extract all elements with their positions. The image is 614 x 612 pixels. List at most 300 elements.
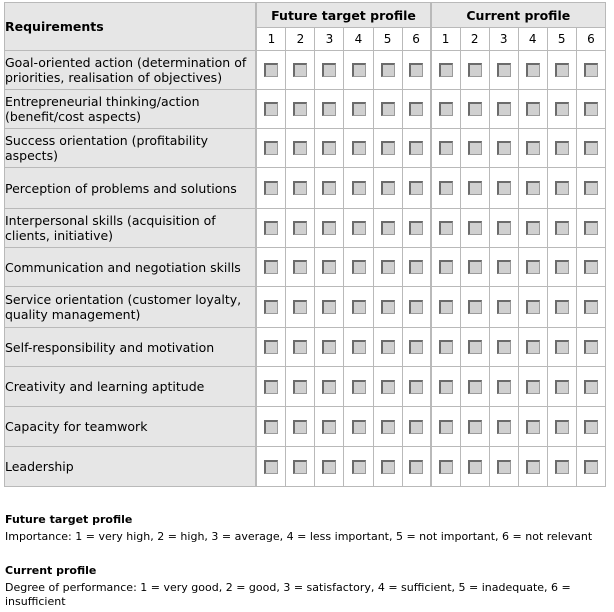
current-rating-cell bbox=[577, 168, 606, 209]
current-rating-cell bbox=[577, 287, 606, 328]
requirement-row bbox=[4, 129, 606, 168]
current-rating-checkbox[interactable] bbox=[584, 63, 598, 77]
future-rating-cell bbox=[374, 367, 403, 407]
current-rating-checkbox[interactable] bbox=[526, 420, 540, 434]
requirement-row bbox=[4, 168, 606, 209]
future-rating-checkbox[interactable] bbox=[381, 420, 395, 434]
future-rating-checkbox[interactable] bbox=[381, 340, 395, 354]
future-rating-cell bbox=[403, 51, 432, 90]
future-rating-checkbox[interactable] bbox=[264, 300, 278, 314]
future-rating-cell bbox=[403, 328, 432, 367]
current-rating-checkbox[interactable] bbox=[584, 102, 598, 116]
future-rating-checkbox[interactable] bbox=[322, 340, 336, 354]
current-rating-checkbox[interactable] bbox=[526, 181, 540, 195]
current-rating-checkbox[interactable] bbox=[584, 380, 598, 394]
current-rating-checkbox[interactable] bbox=[555, 340, 569, 354]
future-rating-checkbox[interactable] bbox=[293, 102, 307, 116]
current-rating-cell bbox=[548, 447, 577, 487]
future-rating-checkbox[interactable] bbox=[264, 380, 278, 394]
current-rating-number: 1 bbox=[432, 28, 461, 51]
current-rating-checkbox[interactable] bbox=[555, 460, 569, 474]
requirement-label: Entrepreneurial thinking/action (benefit/cost aspects) bbox=[4, 90, 257, 129]
future-rating-checkbox[interactable] bbox=[381, 221, 395, 235]
current-rating-checkbox[interactable] bbox=[468, 63, 482, 77]
current-rating-checkbox[interactable] bbox=[468, 340, 482, 354]
future-rating-checkbox[interactable] bbox=[293, 141, 307, 155]
requirement-row bbox=[4, 328, 606, 367]
future-rating-cell bbox=[403, 209, 432, 248]
future-rating-checkbox[interactable] bbox=[293, 420, 307, 434]
requirement-row bbox=[4, 367, 606, 407]
future-rating-cell bbox=[315, 407, 344, 447]
future-rating-cell bbox=[286, 407, 315, 447]
current-rating-cell bbox=[490, 129, 519, 168]
current-rating-cell bbox=[577, 51, 606, 90]
current-rating-cell bbox=[490, 51, 519, 90]
future-rating-checkbox[interactable] bbox=[409, 420, 423, 434]
future-legend-title: Future target profile bbox=[5, 513, 133, 526]
current-rating-cell bbox=[577, 367, 606, 407]
current-rating-checkbox[interactable] bbox=[555, 141, 569, 155]
future-rating-checkbox[interactable] bbox=[352, 420, 366, 434]
future-rating-cell bbox=[344, 90, 373, 129]
current-rating-checkbox[interactable] bbox=[497, 300, 511, 314]
future-rating-checkbox[interactable] bbox=[293, 300, 307, 314]
current-rating-cell bbox=[432, 129, 461, 168]
current-rating-cell bbox=[577, 129, 606, 168]
current-rating-cell bbox=[519, 248, 548, 287]
future-legend bbox=[5, 513, 610, 544]
requirements-header: Requirements bbox=[4, 2, 257, 51]
future-rating-checkbox[interactable] bbox=[322, 63, 336, 77]
requirement-label: Leadership bbox=[4, 447, 257, 487]
current-rating-checkbox[interactable] bbox=[526, 460, 540, 474]
current-rating-checkbox[interactable] bbox=[439, 420, 453, 434]
future-rating-checkbox[interactable] bbox=[264, 420, 278, 434]
future-rating-cell bbox=[374, 209, 403, 248]
requirements-table bbox=[4, 2, 606, 487]
future-rating-checkbox[interactable] bbox=[322, 380, 336, 394]
future-rating-checkbox[interactable] bbox=[352, 181, 366, 195]
current-rating-cell bbox=[548, 90, 577, 129]
current-rating-cell bbox=[577, 407, 606, 447]
future-rating-checkbox[interactable] bbox=[352, 260, 366, 274]
current-rating-checkbox[interactable] bbox=[555, 380, 569, 394]
current-rating-checkbox[interactable] bbox=[526, 300, 540, 314]
current-rating-checkbox[interactable] bbox=[584, 141, 598, 155]
future-rating-cell bbox=[315, 328, 344, 367]
future-rating-checkbox[interactable] bbox=[409, 141, 423, 155]
future-rating-checkbox[interactable] bbox=[352, 63, 366, 77]
current-rating-checkbox[interactable] bbox=[468, 221, 482, 235]
current-rating-cell bbox=[461, 209, 490, 248]
current-rating-checkbox[interactable] bbox=[526, 63, 540, 77]
future-rating-cell bbox=[286, 328, 315, 367]
future-rating-checkbox[interactable] bbox=[381, 460, 395, 474]
current-rating-cell bbox=[519, 328, 548, 367]
future-rating-cell bbox=[286, 129, 315, 168]
current-rating-cell bbox=[519, 407, 548, 447]
future-rating-checkbox[interactable] bbox=[409, 300, 423, 314]
future-rating-checkbox[interactable] bbox=[381, 102, 395, 116]
current-rating-checkbox[interactable] bbox=[555, 420, 569, 434]
current-rating-checkbox[interactable] bbox=[439, 260, 453, 274]
future-rating-cell bbox=[286, 209, 315, 248]
current-rating-checkbox[interactable] bbox=[526, 380, 540, 394]
future-rating-cell bbox=[344, 328, 373, 367]
requirement-row bbox=[4, 407, 606, 447]
future-rating-cell bbox=[315, 168, 344, 209]
requirement-row bbox=[4, 248, 606, 287]
future-rating-checkbox[interactable] bbox=[352, 102, 366, 116]
future-rating-cell bbox=[315, 248, 344, 287]
future-rating-checkbox[interactable] bbox=[409, 460, 423, 474]
future-legend-text: Importance: 1 = very high, 2 = high, 3 = average, 4 = less important, 5 = not important, 6 = not relevant bbox=[5, 530, 593, 543]
current-rating-cell bbox=[461, 328, 490, 367]
current-rating-cell bbox=[577, 447, 606, 487]
future-rating-checkbox[interactable] bbox=[322, 460, 336, 474]
current-rating-checkbox[interactable] bbox=[555, 260, 569, 274]
future-rating-cell bbox=[286, 51, 315, 90]
future-rating-cell bbox=[403, 248, 432, 287]
current-rating-cell bbox=[548, 168, 577, 209]
future-rating-number: 2 bbox=[286, 28, 315, 51]
current-rating-cell bbox=[577, 209, 606, 248]
future-rating-checkbox[interactable] bbox=[352, 340, 366, 354]
future-rating-cell bbox=[403, 287, 432, 328]
future-rating-number: 3 bbox=[315, 28, 344, 51]
future-rating-checkbox[interactable] bbox=[293, 221, 307, 235]
current-rating-cell bbox=[577, 328, 606, 367]
future-rating-checkbox[interactable] bbox=[293, 63, 307, 77]
future-rating-cell bbox=[286, 447, 315, 487]
current-rating-cell bbox=[461, 367, 490, 407]
future-rating-checkbox[interactable] bbox=[264, 340, 278, 354]
future-rating-cell bbox=[374, 51, 403, 90]
future-rating-cell bbox=[374, 90, 403, 129]
current-rating-number: 6 bbox=[577, 28, 606, 51]
future-rating-cell bbox=[344, 407, 373, 447]
future-rating-checkbox[interactable] bbox=[409, 380, 423, 394]
future-rating-cell bbox=[257, 287, 286, 328]
future-rating-checkbox[interactable] bbox=[293, 181, 307, 195]
future-rating-cell bbox=[374, 328, 403, 367]
current-rating-cell bbox=[432, 168, 461, 209]
current-rating-cell bbox=[519, 51, 548, 90]
current-rating-cell bbox=[548, 367, 577, 407]
future-rating-number: 6 bbox=[403, 28, 432, 51]
current-rating-cell bbox=[461, 51, 490, 90]
current-rating-checkbox[interactable] bbox=[468, 260, 482, 274]
future-rating-checkbox[interactable] bbox=[322, 221, 336, 235]
current-rating-checkbox[interactable] bbox=[584, 340, 598, 354]
requirement-label: Perception of problems and solutions bbox=[4, 168, 257, 209]
future-rating-cell bbox=[344, 287, 373, 328]
future-rating-checkbox[interactable] bbox=[409, 340, 423, 354]
future-rating-checkbox[interactable] bbox=[381, 63, 395, 77]
future-rating-cell bbox=[374, 168, 403, 209]
requirement-label: Success orientation (profitability aspects) bbox=[4, 129, 257, 168]
future-rating-checkbox[interactable] bbox=[293, 380, 307, 394]
current-rating-checkbox[interactable] bbox=[526, 102, 540, 116]
current-rating-cell bbox=[432, 90, 461, 129]
future-rating-checkbox[interactable] bbox=[352, 141, 366, 155]
future-rating-cell bbox=[286, 168, 315, 209]
current-rating-cell bbox=[519, 367, 548, 407]
future-rating-cell bbox=[374, 447, 403, 487]
current-rating-checkbox[interactable] bbox=[497, 102, 511, 116]
future-rating-cell bbox=[374, 407, 403, 447]
future-rating-checkbox[interactable] bbox=[293, 340, 307, 354]
current-rating-checkbox[interactable] bbox=[497, 221, 511, 235]
current-rating-cell bbox=[461, 287, 490, 328]
current-rating-checkbox[interactable] bbox=[584, 420, 598, 434]
current-legend-title: Current profile bbox=[5, 564, 97, 577]
current-rating-cell bbox=[577, 248, 606, 287]
current-profile-header: Current profile bbox=[432, 2, 606, 28]
requirement-row bbox=[4, 51, 606, 90]
current-rating-checkbox[interactable] bbox=[584, 260, 598, 274]
current-rating-cell bbox=[432, 447, 461, 487]
future-rating-cell bbox=[286, 248, 315, 287]
current-rating-cell bbox=[461, 129, 490, 168]
current-rating-checkbox[interactable] bbox=[526, 221, 540, 235]
current-rating-number: 2 bbox=[461, 28, 490, 51]
current-rating-cell bbox=[432, 51, 461, 90]
future-rating-cell bbox=[374, 129, 403, 168]
future-rating-cell bbox=[286, 287, 315, 328]
current-rating-cell bbox=[490, 328, 519, 367]
future-rating-cell bbox=[315, 447, 344, 487]
future-rating-cell bbox=[344, 168, 373, 209]
future-rating-cell bbox=[374, 287, 403, 328]
current-rating-checkbox[interactable] bbox=[439, 460, 453, 474]
current-rating-cell bbox=[519, 447, 548, 487]
future-rating-checkbox[interactable] bbox=[264, 63, 278, 77]
current-rating-checkbox[interactable] bbox=[468, 300, 482, 314]
current-rating-checkbox[interactable] bbox=[497, 141, 511, 155]
future-rating-checkbox[interactable] bbox=[409, 63, 423, 77]
future-rating-checkbox[interactable] bbox=[322, 300, 336, 314]
future-rating-checkbox[interactable] bbox=[264, 460, 278, 474]
future-rating-checkbox[interactable] bbox=[409, 221, 423, 235]
current-rating-cell bbox=[432, 209, 461, 248]
current-rating-cell bbox=[577, 90, 606, 129]
current-rating-checkbox[interactable] bbox=[439, 102, 453, 116]
current-rating-cell bbox=[432, 328, 461, 367]
future-rating-checkbox[interactable] bbox=[381, 300, 395, 314]
future-rating-checkbox[interactable] bbox=[409, 260, 423, 274]
future-rating-cell bbox=[257, 248, 286, 287]
current-rating-checkbox[interactable] bbox=[439, 340, 453, 354]
requirement-label: Capacity for teamwork bbox=[4, 407, 257, 447]
future-rating-checkbox[interactable] bbox=[381, 181, 395, 195]
future-rating-cell bbox=[315, 51, 344, 90]
current-rating-checkbox[interactable] bbox=[468, 460, 482, 474]
future-rating-cell bbox=[315, 209, 344, 248]
current-rating-checkbox[interactable] bbox=[555, 181, 569, 195]
current-rating-cell bbox=[432, 287, 461, 328]
future-rating-cell bbox=[286, 90, 315, 129]
current-rating-cell bbox=[548, 129, 577, 168]
future-rating-checkbox[interactable] bbox=[409, 181, 423, 195]
future-rating-checkbox[interactable] bbox=[352, 460, 366, 474]
future-rating-cell bbox=[315, 367, 344, 407]
future-rating-cell bbox=[344, 209, 373, 248]
current-rating-checkbox[interactable] bbox=[439, 380, 453, 394]
requirement-label: Self-responsibility and motivation bbox=[4, 328, 257, 367]
future-rating-checkbox[interactable] bbox=[264, 221, 278, 235]
current-rating-checkbox[interactable] bbox=[468, 102, 482, 116]
future-rating-checkbox[interactable] bbox=[293, 460, 307, 474]
future-rating-cell bbox=[315, 287, 344, 328]
current-rating-cell bbox=[490, 287, 519, 328]
current-rating-checkbox[interactable] bbox=[526, 340, 540, 354]
future-rating-cell bbox=[257, 367, 286, 407]
current-rating-checkbox[interactable] bbox=[584, 181, 598, 195]
future-rating-cell bbox=[374, 248, 403, 287]
current-rating-checkbox[interactable] bbox=[439, 141, 453, 155]
future-rating-cell bbox=[403, 168, 432, 209]
current-rating-cell bbox=[519, 90, 548, 129]
future-rating-number: 5 bbox=[374, 28, 403, 51]
current-rating-number: 3 bbox=[490, 28, 519, 51]
future-rating-cell bbox=[315, 129, 344, 168]
future-rating-cell bbox=[344, 248, 373, 287]
current-rating-checkbox[interactable] bbox=[497, 420, 511, 434]
future-rating-checkbox[interactable] bbox=[264, 102, 278, 116]
current-rating-checkbox[interactable] bbox=[555, 300, 569, 314]
requirement-row bbox=[4, 447, 606, 487]
future-rating-checkbox[interactable] bbox=[264, 141, 278, 155]
requirement-row bbox=[4, 287, 606, 328]
future-rating-checkbox[interactable] bbox=[352, 221, 366, 235]
current-rating-cell bbox=[548, 328, 577, 367]
requirement-row bbox=[4, 90, 606, 129]
current-rating-checkbox[interactable] bbox=[497, 181, 511, 195]
current-rating-cell bbox=[432, 367, 461, 407]
current-rating-checkbox[interactable] bbox=[468, 420, 482, 434]
current-rating-checkbox[interactable] bbox=[468, 380, 482, 394]
future-rating-checkbox[interactable] bbox=[409, 102, 423, 116]
current-rating-checkbox[interactable] bbox=[439, 221, 453, 235]
current-rating-checkbox[interactable] bbox=[584, 221, 598, 235]
current-rating-checkbox[interactable] bbox=[439, 181, 453, 195]
future-rating-cell bbox=[403, 90, 432, 129]
future-rating-cell bbox=[315, 90, 344, 129]
current-rating-checkbox[interactable] bbox=[526, 260, 540, 274]
current-rating-cell bbox=[432, 407, 461, 447]
future-rating-checkbox[interactable] bbox=[322, 420, 336, 434]
current-rating-checkbox[interactable] bbox=[497, 460, 511, 474]
current-rating-cell bbox=[461, 168, 490, 209]
current-rating-number: 4 bbox=[519, 28, 548, 51]
current-rating-cell bbox=[461, 447, 490, 487]
current-rating-cell bbox=[461, 90, 490, 129]
future-rating-cell bbox=[403, 129, 432, 168]
requirement-label: Creativity and learning aptitude bbox=[4, 367, 257, 407]
current-rating-cell bbox=[490, 90, 519, 129]
current-rating-checkbox[interactable] bbox=[468, 141, 482, 155]
current-rating-cell bbox=[461, 248, 490, 287]
current-rating-cell bbox=[490, 168, 519, 209]
future-rating-cell bbox=[286, 367, 315, 407]
future-rating-checkbox[interactable] bbox=[352, 300, 366, 314]
current-rating-checkbox[interactable] bbox=[497, 260, 511, 274]
future-rating-cell bbox=[257, 51, 286, 90]
requirement-label: Goal-oriented action (determination of priorities, realisation of objectives) bbox=[4, 51, 257, 90]
future-target-profile-header: Future target profile bbox=[257, 2, 431, 28]
current-legend bbox=[5, 564, 610, 609]
current-rating-checkbox[interactable] bbox=[468, 181, 482, 195]
future-rating-cell bbox=[257, 328, 286, 367]
current-rating-checkbox[interactable] bbox=[555, 102, 569, 116]
current-rating-cell bbox=[548, 209, 577, 248]
future-rating-checkbox[interactable] bbox=[381, 380, 395, 394]
future-rating-cell bbox=[403, 407, 432, 447]
requirement-label: Communication and negotiation skills bbox=[4, 248, 257, 287]
future-rating-cell bbox=[403, 367, 432, 407]
current-rating-cell bbox=[490, 447, 519, 487]
future-rating-cell bbox=[344, 447, 373, 487]
current-rating-cell bbox=[519, 168, 548, 209]
current-rating-cell bbox=[490, 367, 519, 407]
current-rating-cell bbox=[461, 407, 490, 447]
current-rating-cell bbox=[490, 209, 519, 248]
future-rating-checkbox[interactable] bbox=[322, 181, 336, 195]
current-rating-cell bbox=[519, 129, 548, 168]
future-rating-cell bbox=[257, 90, 286, 129]
future-rating-cell bbox=[257, 407, 286, 447]
future-rating-cell bbox=[344, 367, 373, 407]
current-rating-checkbox[interactable] bbox=[584, 460, 598, 474]
future-rating-checkbox[interactable] bbox=[381, 141, 395, 155]
future-rating-number: 4 bbox=[344, 28, 373, 51]
future-rating-checkbox[interactable] bbox=[352, 380, 366, 394]
current-rating-cell bbox=[548, 248, 577, 287]
future-rating-cell bbox=[257, 209, 286, 248]
future-rating-checkbox[interactable] bbox=[264, 260, 278, 274]
current-rating-checkbox[interactable] bbox=[584, 300, 598, 314]
requirement-label: Interpersonal skills (acquisition of clients, initiative) bbox=[4, 209, 257, 248]
future-rating-cell bbox=[403, 447, 432, 487]
requirement-label: Service orientation (customer loyalty, quality management) bbox=[4, 287, 257, 328]
current-rating-checkbox[interactable] bbox=[497, 63, 511, 77]
future-rating-checkbox[interactable] bbox=[322, 260, 336, 274]
future-rating-checkbox[interactable] bbox=[293, 260, 307, 274]
current-rating-checkbox[interactable] bbox=[497, 380, 511, 394]
future-rating-checkbox[interactable] bbox=[322, 141, 336, 155]
current-rating-checkbox[interactable] bbox=[555, 221, 569, 235]
current-rating-cell bbox=[490, 248, 519, 287]
current-rating-number: 5 bbox=[548, 28, 577, 51]
current-rating-checkbox[interactable] bbox=[497, 340, 511, 354]
current-rating-checkbox[interactable] bbox=[526, 141, 540, 155]
current-rating-checkbox[interactable] bbox=[555, 63, 569, 77]
current-rating-cell bbox=[548, 287, 577, 328]
current-rating-cell bbox=[490, 407, 519, 447]
future-rating-number: 1 bbox=[257, 28, 286, 51]
current-rating-cell bbox=[548, 407, 577, 447]
current-rating-checkbox[interactable] bbox=[439, 63, 453, 77]
current-rating-cell bbox=[432, 248, 461, 287]
future-rating-cell bbox=[344, 51, 373, 90]
future-rating-checkbox[interactable] bbox=[264, 181, 278, 195]
future-rating-checkbox[interactable] bbox=[381, 260, 395, 274]
current-rating-cell bbox=[548, 51, 577, 90]
current-rating-checkbox[interactable] bbox=[439, 300, 453, 314]
future-rating-checkbox[interactable] bbox=[322, 102, 336, 116]
